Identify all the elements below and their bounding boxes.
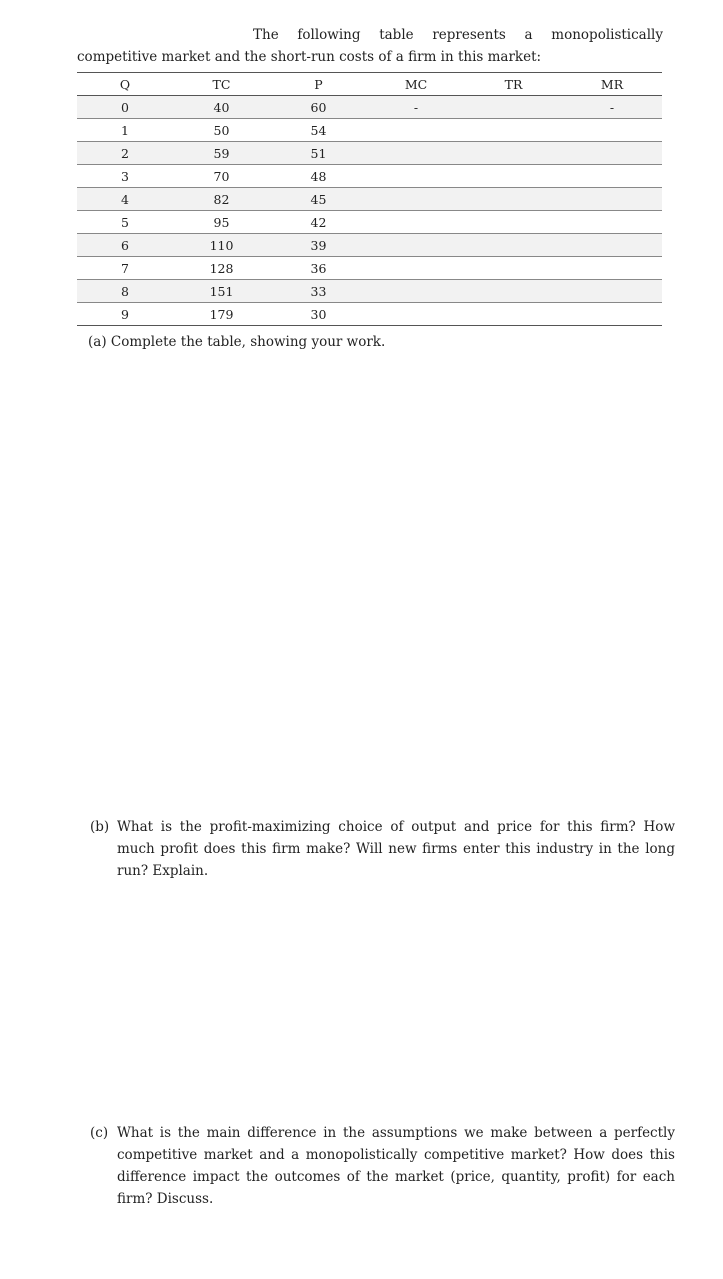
table-header-row: [77, 73, 662, 96]
header-p: P: [270, 73, 367, 96]
cell-p: 45: [270, 188, 367, 211]
table-row: [77, 211, 662, 234]
cell-tr: [465, 96, 562, 119]
cell-mc: [367, 234, 465, 257]
cell-tc: 40: [173, 96, 270, 119]
table-row: [77, 303, 662, 326]
cell-tc: 59: [173, 142, 270, 165]
intro-paragraph: The following table represents a monopolistically competitive market and the short-run costs of a firm in this market:: [77, 27, 663, 65]
cell-mr: [562, 188, 662, 211]
cell-p: 54: [270, 119, 367, 142]
table-row: [77, 96, 662, 119]
question-a: [88, 331, 385, 353]
header-mr: MR: [562, 73, 662, 96]
cell-q: 5: [77, 211, 173, 234]
cell-mc: [367, 142, 465, 165]
cell-mr: -: [562, 96, 662, 119]
cell-tc: 151: [173, 280, 270, 303]
cell-p: 30: [270, 303, 367, 326]
cell-mr: [562, 119, 662, 142]
question-b-text: What is the profit-maximizing choice of output and price for this firm? How much profit does this firm make? Will new firms enter this industry in the long run? Explain.: [117, 819, 675, 879]
cell-tc: 179: [173, 303, 270, 326]
question-a-label: (a): [88, 334, 107, 350]
cell-q: 7: [77, 257, 173, 280]
cell-mr: [562, 257, 662, 280]
cell-tr: [465, 257, 562, 280]
table-row: [77, 257, 662, 280]
cell-mc: [367, 165, 465, 188]
table-body: [77, 96, 662, 326]
cell-tr: [465, 119, 562, 142]
cell-tc: 110: [173, 234, 270, 257]
cell-tr: [465, 142, 562, 165]
cell-p: 36: [270, 257, 367, 280]
cell-tr: [465, 188, 562, 211]
cell-p: 39: [270, 234, 367, 257]
cell-q: 6: [77, 234, 173, 257]
table-row: [77, 142, 662, 165]
cell-tr: [465, 280, 562, 303]
cell-q: 4: [77, 188, 173, 211]
cell-q: 1: [77, 119, 173, 142]
header-q: Q: [77, 73, 173, 96]
question-c: [90, 1122, 675, 1210]
cell-p: 42: [270, 211, 367, 234]
question-c-text: What is the main difference in the assumptions we make between a perfectly competitive market and a monopolistically competitive market? How does this difference impact the outcomes of the market (price, quantity, profit) for each firm? Discuss.: [117, 1125, 675, 1207]
table-row: [77, 280, 662, 303]
cell-q: 9: [77, 303, 173, 326]
cell-p: 33: [270, 280, 367, 303]
question-b-label: (b): [90, 819, 110, 835]
cell-tc: 70: [173, 165, 270, 188]
table-row: [77, 234, 662, 257]
cell-q: 0: [77, 96, 173, 119]
cell-mc: [367, 211, 465, 234]
cell-tc: 50: [173, 119, 270, 142]
cell-tr: [465, 211, 562, 234]
cell-mr: [562, 211, 662, 234]
cell-mc: -: [367, 96, 465, 119]
cell-q: 2: [77, 142, 173, 165]
cell-tc: 95: [173, 211, 270, 234]
question-c-label: (c): [90, 1125, 109, 1141]
cell-mr: [562, 303, 662, 326]
cell-mr: [562, 142, 662, 165]
cell-p: 60: [270, 96, 367, 119]
cell-p: 51: [270, 142, 367, 165]
table-row: [77, 188, 662, 211]
header-tr: TR: [465, 73, 562, 96]
cell-q: 8: [77, 280, 173, 303]
cost-table: [77, 72, 662, 326]
header-mc: MC: [367, 73, 465, 96]
cell-mc: [367, 257, 465, 280]
cell-tc: 82: [173, 188, 270, 211]
cell-mr: [562, 280, 662, 303]
cell-q: 3: [77, 165, 173, 188]
cell-mc: [367, 188, 465, 211]
cell-tr: [465, 303, 562, 326]
header-tc: TC: [173, 73, 270, 96]
cell-mr: [562, 165, 662, 188]
table-row: [77, 165, 662, 188]
table-row: [77, 119, 662, 142]
cell-tc: 128: [173, 257, 270, 280]
cell-tr: [465, 165, 562, 188]
cell-p: 48: [270, 165, 367, 188]
cell-mc: [367, 303, 465, 326]
question-a-text: Complete the table, showing your work.: [110, 334, 386, 350]
cell-tr: [465, 234, 562, 257]
cell-mr: [562, 234, 662, 257]
question-b: [90, 816, 675, 882]
cell-mc: [367, 119, 465, 142]
cell-mc: [367, 280, 465, 303]
